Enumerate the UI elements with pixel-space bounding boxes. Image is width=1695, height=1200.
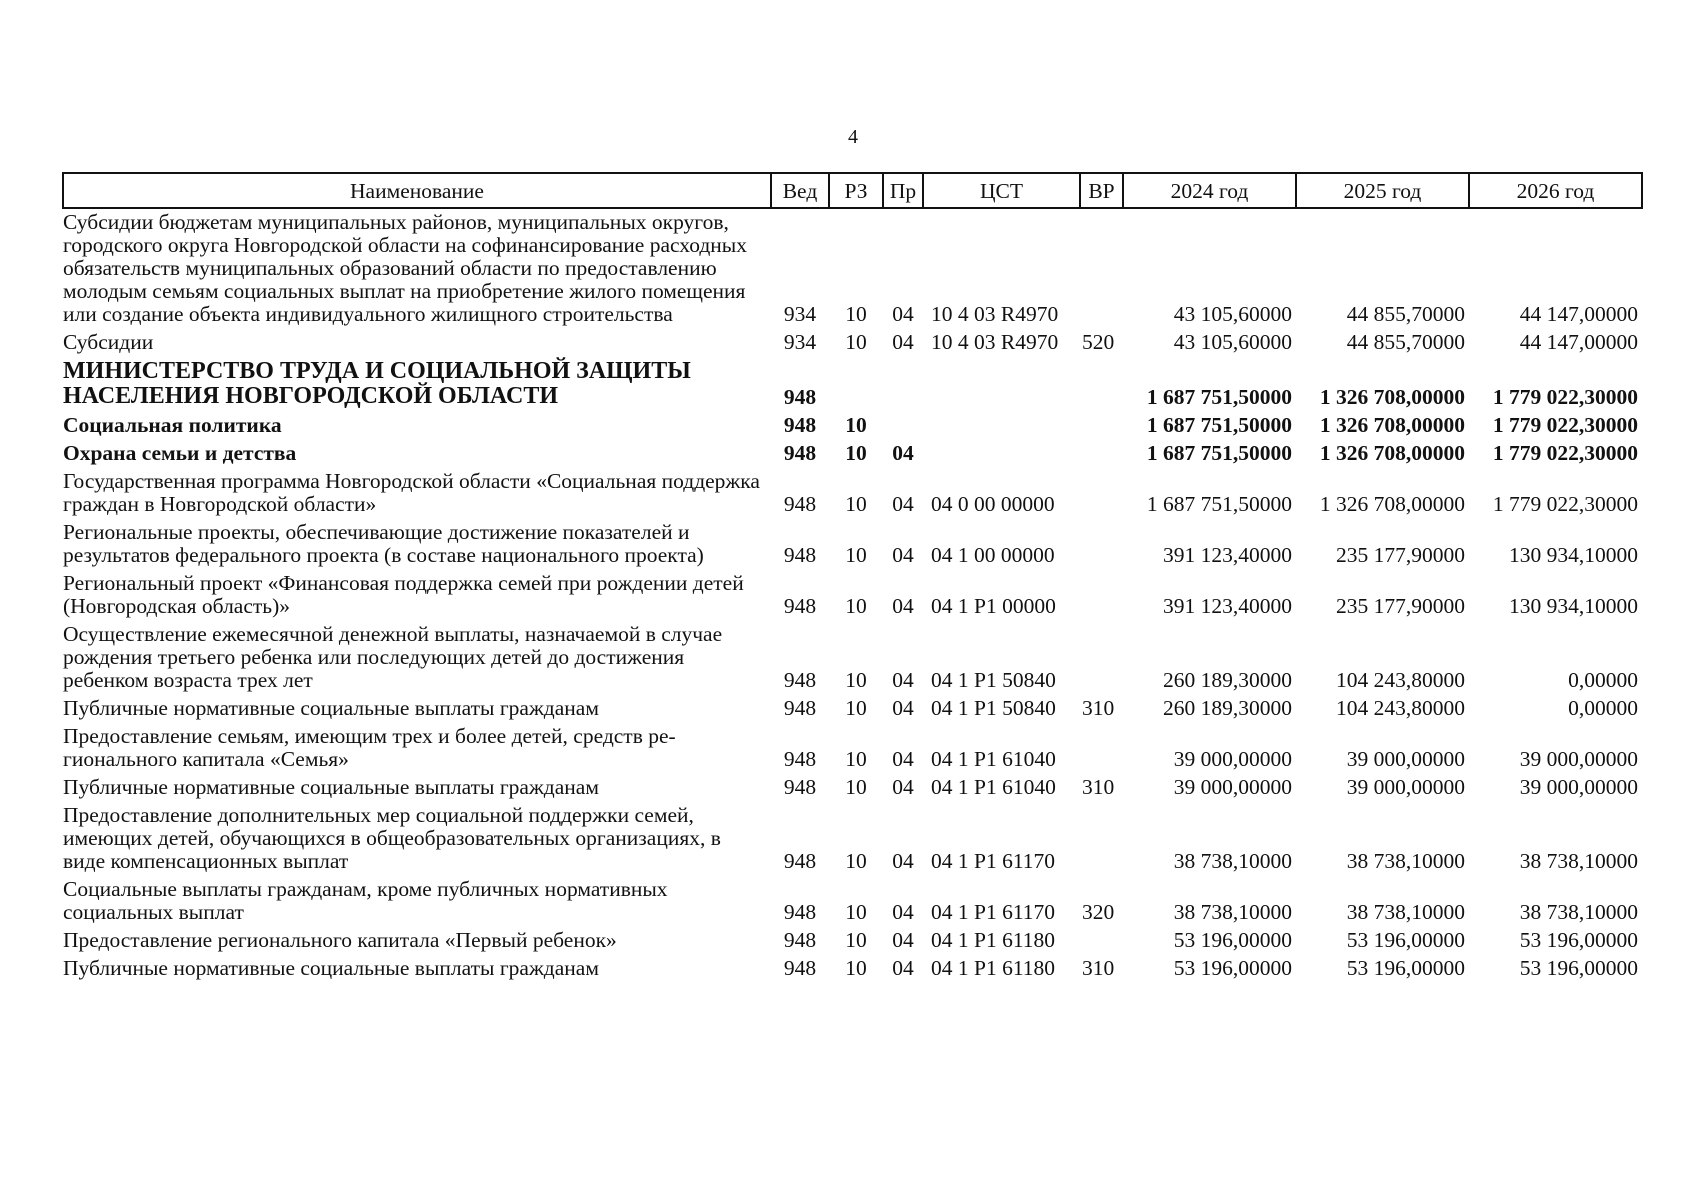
row-rz: 10	[845, 413, 867, 437]
header-cst: ЦСТ	[923, 173, 1080, 208]
row-ved: 948	[783, 385, 817, 409]
row-amount-2025: 235 177,90000	[1336, 543, 1465, 567]
row-cst: 04 1 P1 61170	[931, 849, 1056, 873]
row-amount-2024: 1 687 751,50000	[1146, 492, 1292, 516]
row-amount-2026: 39 000,00000	[1519, 775, 1638, 799]
row-amount-2026: 1 779 022,30000	[1492, 492, 1638, 516]
row-name: МИНИСТЕРСТВО ТРУДА И СОЦИАЛЬНОЙ ЗАЩИТЫ НАСЕЛЕНИЯ НОВГОРОДСКОЙ ОБЛАСТИ	[63, 358, 691, 409]
row-vr: 310	[1082, 696, 1115, 720]
row-rz: 10	[845, 302, 867, 326]
row-pr: 04	[892, 696, 914, 720]
row-pr: 04	[892, 775, 914, 799]
row-cst: 04 1 P1 61170	[931, 900, 1056, 924]
row-rz: 10	[845, 543, 867, 567]
row-rz: 10	[845, 849, 867, 873]
row-ved: 948	[783, 956, 817, 980]
row-cst: 04 1 P1 61180	[931, 928, 1056, 952]
row-rz: 10	[845, 330, 867, 354]
table-row	[63, 440, 1642, 468]
row-rz: 10	[845, 928, 867, 952]
row-amount-2025: 1 326 708,00000	[1319, 413, 1465, 437]
row-pr	[883, 412, 923, 440]
header-rz: РЗ	[829, 173, 883, 208]
table-row	[63, 468, 1642, 519]
row-name: Государственная программа Новгородской области «Социальная поддержка граждан в Новгородской области»	[63, 469, 760, 516]
row-cst: 10 4 03 R4970	[931, 330, 1059, 354]
row-amount-2026: 0,00000	[1568, 696, 1638, 720]
table-row	[63, 621, 1642, 695]
row-amount-2025: 1 326 708,00000	[1319, 441, 1465, 465]
row-vr: 310	[1082, 956, 1115, 980]
row-amount-2026: 38 738,10000	[1519, 900, 1638, 924]
row-pr	[883, 357, 923, 412]
row-cst: 04 1 P1 61040	[931, 775, 1056, 799]
row-amount-2026: 1 779 022,30000	[1492, 413, 1638, 437]
row-pr: 04	[892, 956, 914, 980]
row-vr	[1080, 621, 1123, 695]
row-vr	[1080, 519, 1123, 570]
row-ved: 948	[783, 413, 817, 437]
row-pr: 04	[892, 849, 914, 873]
row-name: Субсидии бюджетам муниципальных районов, муниципальных округов, городского округа Новгородской области на софинансирование расходных обязательств муниципальных образований области по предоставлению молодым семьям социальных выплат на приобретение жилого помещения или создание объекта индивидуального жилищного строительства	[63, 210, 747, 326]
row-pr: 04	[892, 441, 914, 465]
row-ved: 948	[783, 849, 817, 873]
row-cst: 04 1 00 00000	[931, 543, 1055, 567]
header-vr: ВР	[1080, 173, 1123, 208]
row-amount-2026: 130 934,10000	[1509, 543, 1638, 567]
header-pr: Пр	[883, 173, 923, 208]
header-ved: Вед	[771, 173, 829, 208]
row-amount-2026: 53 196,00000	[1519, 928, 1638, 952]
row-amount-2024: 53 196,00000	[1173, 928, 1292, 952]
row-amount-2025: 44 855,70000	[1346, 330, 1465, 354]
row-cst: 10 4 03 R4970	[931, 302, 1059, 326]
row-vr	[1080, 570, 1123, 621]
table-row	[63, 774, 1642, 802]
row-ved: 948	[783, 668, 817, 692]
row-pr: 04	[892, 668, 914, 692]
row-amount-2026: 39 000,00000	[1519, 747, 1638, 771]
table-header	[63, 173, 1642, 208]
header-2026: 2026 год	[1469, 173, 1642, 208]
row-ved: 948	[783, 594, 817, 618]
header-name: Наименование	[63, 173, 771, 208]
row-amount-2024: 260 189,30000	[1163, 668, 1292, 692]
table-row	[63, 329, 1642, 357]
header-row	[63, 173, 1642, 208]
row-vr	[1080, 440, 1123, 468]
row-pr: 04	[892, 900, 914, 924]
row-name: Публичные нормативные социальные выплаты гражданам	[63, 956, 599, 980]
table-row	[63, 955, 1642, 983]
row-amount-2025: 38 738,10000	[1346, 849, 1465, 873]
row-cst: 04 1 P1 61180	[931, 956, 1056, 980]
table-row	[63, 208, 1642, 329]
row-amount-2025: 53 196,00000	[1346, 928, 1465, 952]
row-vr: 310	[1082, 775, 1115, 799]
row-amount-2024: 391 123,40000	[1163, 543, 1292, 567]
row-ved: 948	[783, 492, 817, 516]
row-amount-2026: 0,00000	[1568, 668, 1638, 692]
row-amount-2026: 130 934,10000	[1509, 594, 1638, 618]
row-name: Публичные нормативные социальные выплаты гражданам	[63, 696, 599, 720]
row-ved: 934	[783, 302, 817, 326]
row-amount-2026: 1 779 022,30000	[1492, 385, 1638, 409]
row-amount-2024: 1 687 751,50000	[1146, 441, 1292, 465]
row-amount-2024: 260 189,30000	[1163, 696, 1292, 720]
row-amount-2025: 1 326 708,00000	[1319, 385, 1465, 409]
table-body	[63, 208, 1642, 983]
row-amount-2024: 53 196,00000	[1173, 956, 1292, 980]
row-amount-2024: 39 000,00000	[1173, 775, 1292, 799]
row-rz: 10	[845, 696, 867, 720]
row-rz: 10	[845, 668, 867, 692]
row-amount-2025: 53 196,00000	[1346, 956, 1465, 980]
row-pr: 04	[892, 747, 914, 771]
row-amount-2024: 43 105,60000	[1173, 302, 1292, 326]
row-vr	[1080, 357, 1123, 412]
table-row	[63, 876, 1642, 927]
row-ved: 948	[783, 747, 817, 771]
row-ved: 948	[783, 441, 817, 465]
budget-table	[62, 172, 1643, 983]
table-row	[63, 723, 1642, 774]
row-name: Предоставление семьям, имеющим трех и более детей, средств регионального капитала «Семья»	[63, 724, 676, 771]
row-rz: 10	[845, 747, 867, 771]
row-rz: 10	[845, 492, 867, 516]
row-cst	[923, 357, 1080, 412]
row-amount-2026: 1 779 022,30000	[1492, 441, 1638, 465]
row-amount-2025: 104 243,80000	[1336, 696, 1465, 720]
row-amount-2026: 44 147,00000	[1519, 330, 1638, 354]
table-row	[63, 695, 1642, 723]
row-ved: 934	[783, 330, 817, 354]
table-row	[63, 802, 1642, 876]
table-row	[63, 412, 1642, 440]
row-name: Социальная политика	[63, 413, 282, 437]
row-vr	[1080, 468, 1123, 519]
row-cst: 04 1 P1 50840	[931, 696, 1056, 720]
header-2025: 2025 год	[1296, 173, 1469, 208]
table-row	[63, 357, 1642, 412]
row-cst: 04 0 00 00000	[931, 492, 1055, 516]
row-vr	[1080, 208, 1123, 329]
row-amount-2024: 1 687 751,50000	[1146, 413, 1292, 437]
row-amount-2024: 1 687 751,50000	[1146, 385, 1292, 409]
row-pr: 04	[892, 543, 914, 567]
row-amount-2025: 38 738,10000	[1346, 900, 1465, 924]
row-name: Региональный проект «Финансовая поддержка семей при рождении детей (Новгородская область)»	[63, 571, 744, 618]
row-amount-2025: 1 326 708,00000	[1319, 492, 1465, 516]
header-2024: 2024 год	[1123, 173, 1296, 208]
page-number: 4	[848, 126, 858, 148]
row-rz	[829, 357, 883, 412]
row-pr: 04	[892, 302, 914, 326]
row-name: Осуществление ежемесячной денежной выплаты, назначаемой в случае рождения третьего ребенка или последующих детей до достижения ребенком возраста трех лет	[63, 622, 723, 692]
row-rz: 10	[845, 956, 867, 980]
row-rz: 10	[845, 594, 867, 618]
row-amount-2024: 391 123,40000	[1163, 594, 1292, 618]
row-name: Охрана семьи и детства	[63, 441, 297, 465]
row-cst: 04 1 P1 61040	[931, 747, 1056, 771]
row-amount-2024: 38 738,10000	[1173, 900, 1292, 924]
row-ved: 948	[783, 900, 817, 924]
row-vr	[1080, 927, 1123, 955]
row-amount-2026: 38 738,10000	[1519, 849, 1638, 873]
row-ved: 948	[783, 696, 817, 720]
row-amount-2024: 38 738,10000	[1173, 849, 1292, 873]
row-vr	[1080, 723, 1123, 774]
row-ved: 948	[783, 775, 817, 799]
row-pr: 04	[892, 330, 914, 354]
row-amount-2025: 235 177,90000	[1336, 594, 1465, 618]
table-row	[63, 927, 1642, 955]
table-row	[63, 519, 1642, 570]
row-amount-2024: 39 000,00000	[1173, 747, 1292, 771]
row-amount-2026: 53 196,00000	[1519, 956, 1638, 980]
row-name: Региональные проекты, обеспечивающие достижение показателей и результатов федерального проекта (в составе национального проекта)	[63, 520, 704, 567]
row-amount-2024: 43 105,60000	[1173, 330, 1292, 354]
row-pr: 04	[892, 492, 914, 516]
row-vr: 520	[1082, 330, 1115, 354]
row-name: Социальные выплаты гражданам, кроме публичных нормативных социальных выплат	[63, 877, 668, 924]
row-rz: 10	[845, 775, 867, 799]
row-pr: 04	[892, 928, 914, 952]
row-ved: 948	[783, 928, 817, 952]
row-amount-2025: 39 000,00000	[1346, 775, 1465, 799]
row-name: Предоставление дополнительных мер социальной поддержки семей, имеющих детей, обучающихся в общеобразовательных организациях, в виде компенсационных выплат	[63, 803, 721, 873]
row-cst: 04 1 P1 50840	[931, 668, 1056, 692]
row-pr: 04	[892, 594, 914, 618]
row-rz: 10	[845, 441, 867, 465]
row-amount-2025: 39 000,00000	[1346, 747, 1465, 771]
row-cst	[923, 440, 1080, 468]
row-amount-2026: 44 147,00000	[1519, 302, 1638, 326]
row-cst	[923, 412, 1080, 440]
row-vr	[1080, 802, 1123, 876]
row-name: Субсидии	[63, 330, 154, 354]
row-amount-2025: 104 243,80000	[1336, 668, 1465, 692]
row-ved: 948	[783, 543, 817, 567]
row-amount-2025: 44 855,70000	[1346, 302, 1465, 326]
row-name: Публичные нормативные социальные выплаты гражданам	[63, 775, 599, 799]
row-vr	[1080, 412, 1123, 440]
row-vr: 320	[1082, 900, 1115, 924]
row-name: Предоставление регионального капитала «Первый ребенок»	[63, 928, 617, 952]
row-rz: 10	[845, 900, 867, 924]
table-row	[63, 570, 1642, 621]
row-cst: 04 1 P1 00000	[931, 594, 1056, 618]
